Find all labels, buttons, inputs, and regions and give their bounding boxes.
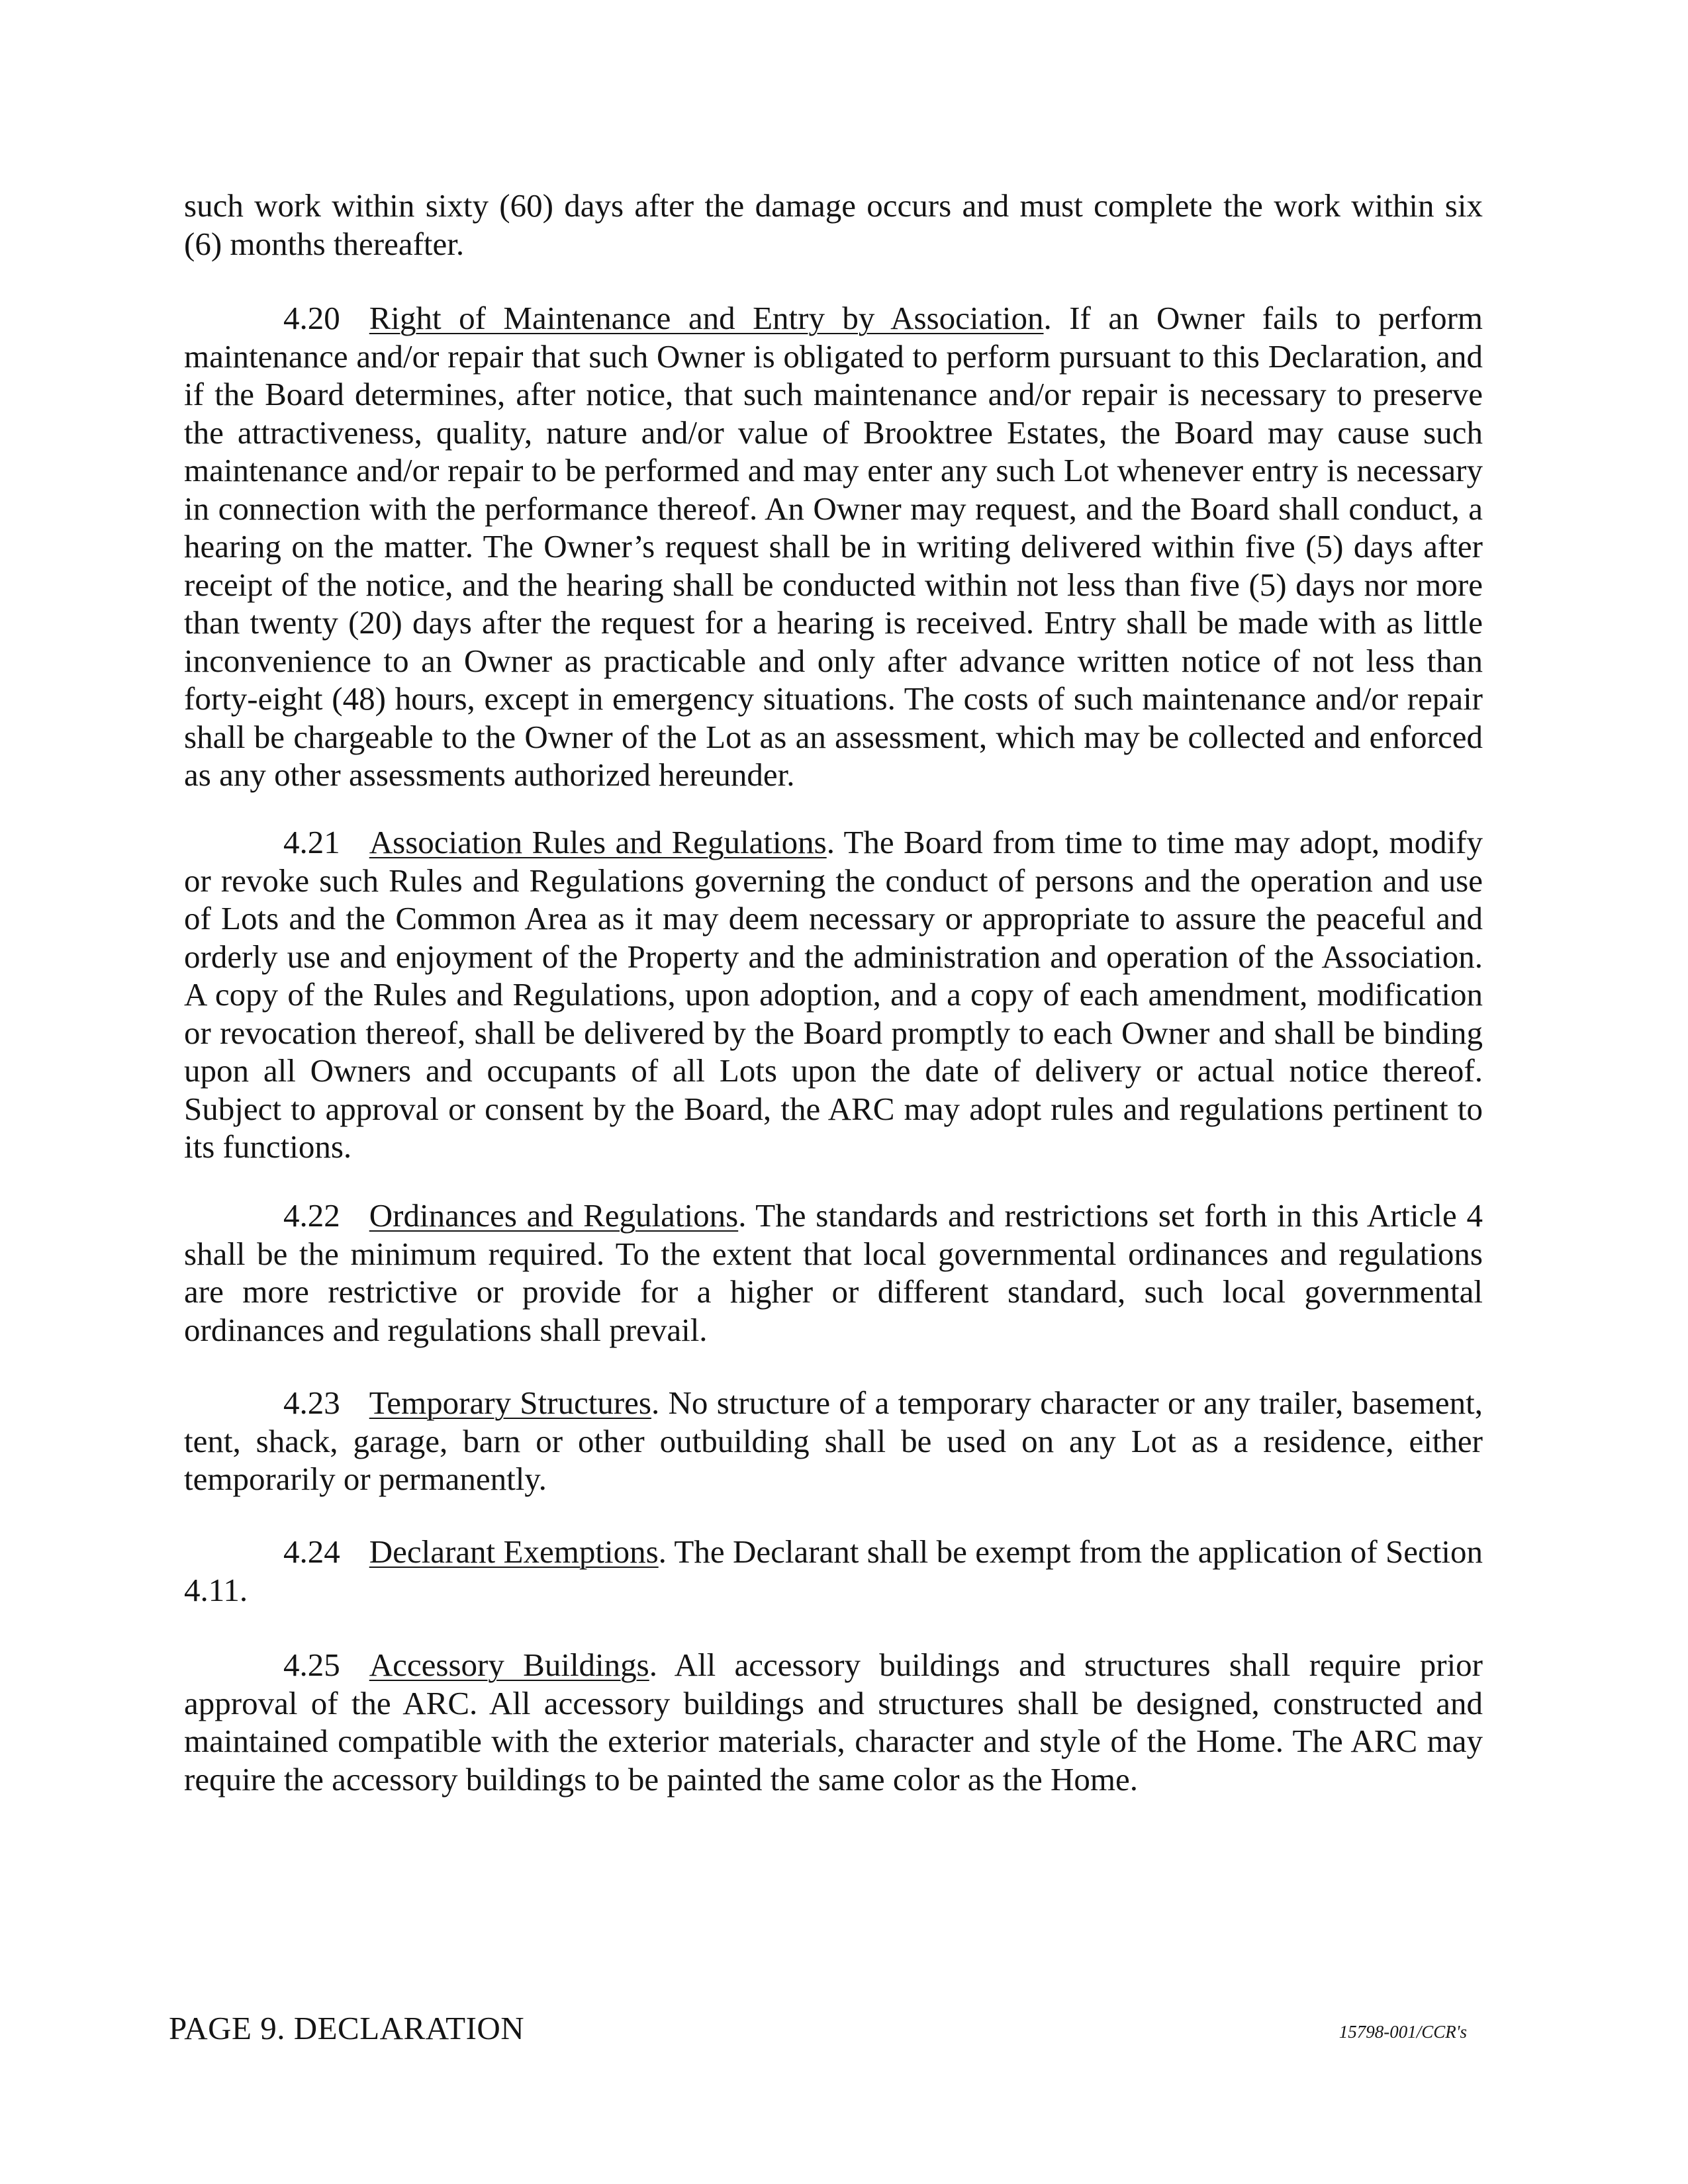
section-heading: Right of Maintenance and Entry by Association: [369, 300, 1044, 336]
section-heading: Temporary Structures: [369, 1385, 651, 1421]
continuation-paragraph: such work within sixty (60) days after the damage occurs and must complete the work within six (6) months thereafter.: [184, 187, 1483, 262]
section-heading: Accessory Buildings: [369, 1647, 649, 1683]
section-body: . All accessory buildings and structures shall require prior approval of the ARC. All accessory buildings and structures shall be designed, constructed and maintained compatible with the exterior materials, character and style of the Home. The ARC may require the accessory buildings to be painted the same color as the Home.: [184, 1647, 1483, 1797]
section-number: 4.21: [283, 824, 340, 860]
section-4-24: [184, 1533, 1483, 1609]
section-body: . The standards and restrictions set forth in this Article 4 shall be the minimum required. To the extent that local governmental ordinances and regulations are more restrictive or provide for a higher or different standard, such local governmental ordinances and regulations shall prevail.: [184, 1197, 1483, 1348]
section-body: . No structure of a temporary character or any trailer, basement, tent, shack, garage, barn or other outbuilding shall be used on any Lot as a residence, either temporarily or permanently.: [184, 1385, 1483, 1497]
section-4-22: [184, 1197, 1483, 1349]
section-4-20: [184, 299, 1483, 794]
section-4-25: [184, 1646, 1483, 1798]
section-4-21: [184, 823, 1483, 1166]
section-number: 4.25: [283, 1647, 340, 1683]
section-number: 4.24: [283, 1533, 340, 1570]
section-body: . If an Owner fails to perform maintenance and/or repair that such Owner is obligated to perform pursuant to this Declaration, and if the Board determines, after notice, that such maintenance and/or repair is necessary to preserve the attractiveness, quality, nature and/or value of Brooktree Estates, the Board may cause such maintenance and/or repair to be performed and may enter any such Lot whenever entry is necessary in connection with the performance thereof. An Owner may request, and the Board shall conduct, a hearing on the matter. The Owner’s request shall be in writing delivered within five (5) days after receipt of the notice, and the hearing shall be conducted within not less than five (5) days nor more than twenty (20) days after the request for a hearing is received. Entry shall be made with as little inconvenience to an Owner as practicable and only after advance written notice of not less than forty-eight (48) hours, except in emergency situations. The costs of such maintenance and/or repair shall be chargeable to the Owner of the Lot as an assessment, which may be collected and enforced as any other assessments authorized hereunder.: [184, 300, 1483, 793]
section-heading: Declarant Exemptions: [369, 1533, 659, 1570]
section-body: . The Declarant shall be exempt from the application of Section 4.11.: [184, 1533, 1483, 1608]
section-number: 4.20: [283, 300, 340, 336]
section-4-23: [184, 1384, 1483, 1498]
footer-page-label: PAGE 9. DECLARATION: [169, 2010, 525, 2046]
section-number: 4.23: [283, 1385, 340, 1421]
section-heading: Association Rules and Regulations: [369, 824, 827, 860]
footer-doc-code: 15798-001/CCR's: [1338, 2022, 1467, 2042]
section-body: . The Board from time to time may adopt, modify or revoke such Rules and Regulations governing the conduct of persons and the operation and use of Lots and the Common Area as it may deem necessary or appropriate to assure the peaceful and orderly use and enjoyment of the Property and the administration and operation of the Association. A copy of the Rules and Regulations, upon adoption, and a copy of each amendment, modification or revocation thereof, shall be delivered by the Board promptly to each Owner and shall be binding upon all Owners and occupants of all Lots upon the date of delivery or actual notice thereof. Subject to approval or consent by the Board, the ARC may adopt rules and regulations pertinent to its functions.: [184, 824, 1483, 1165]
section-number: 4.22: [283, 1197, 340, 1234]
section-heading: Ordinances and Regulations: [369, 1197, 739, 1234]
